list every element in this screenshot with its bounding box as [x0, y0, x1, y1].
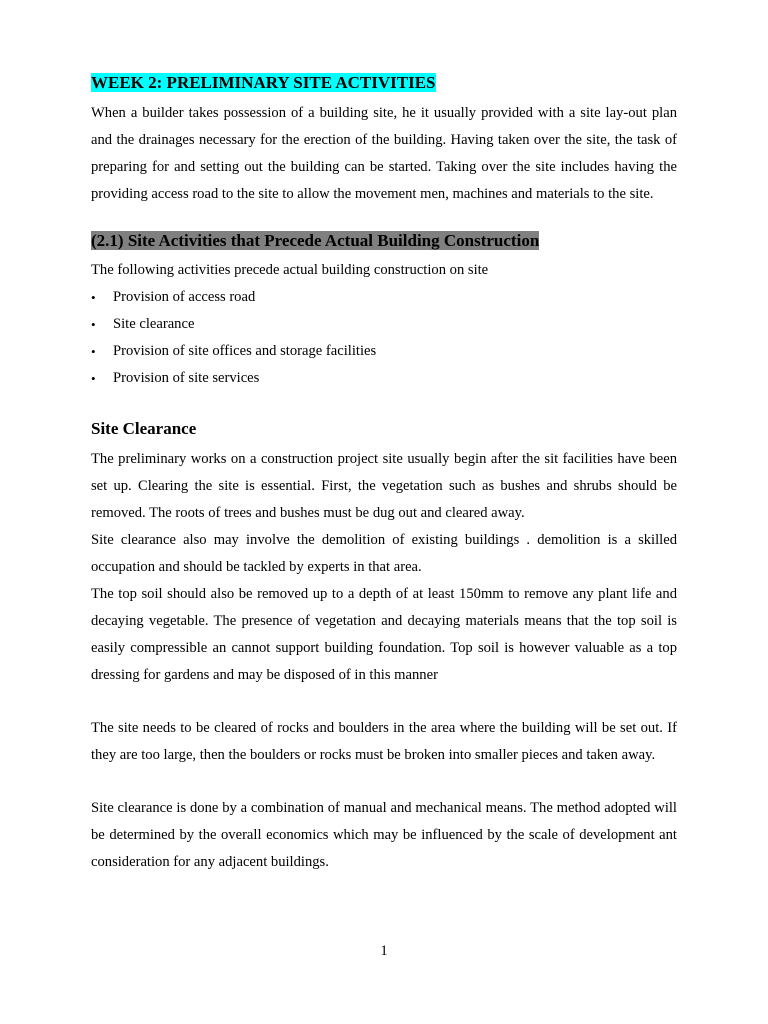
bullet-icon: •: [91, 371, 96, 386]
section-heading: [91, 230, 677, 252]
clearance-paragraph: Site clearance is done by a combination of manual and mechanical means. The method adopted will be determined by the overall economics which may be influenced by the scale of development ant consideration for any adjacent buildings.: [91, 800, 677, 870]
page-content: [91, 72, 677, 876]
clearance-paragraph: The top soil should also be removed up to a depth of at least 150mm to remove any plant life and decaying vegetable. The presence of vegetation and decaying materials means that the top soil is easily compressible an cannot support building foundation. Top soil is however valuable as a top dressing for gardens and may be disposed of in this manner: [91, 586, 677, 683]
week-heading: [91, 72, 677, 94]
intro-paragraph: When a builder takes possession of a building site, he it usually provided with a site lay-out plan and the drainages necessary for the erection of the building. Having taken over the site, the task of preparing for and setting out the building can be started. Taking over the site includes having the providing access road to the site to allow the movement men, machines and materials to the site.: [91, 105, 677, 202]
page-number: 1: [380, 943, 388, 959]
bullet-icon: •: [91, 290, 96, 305]
paragraph-gap: [91, 689, 677, 715]
list-item-text: Site clearance: [113, 316, 195, 332]
bullet-icon: •: [91, 344, 96, 359]
list-item-text: Provision of site offices and storage facilities: [113, 343, 377, 359]
clearance-paragraph: Site clearance also may involve the demolition of existing buildings . demolition is a skilled occupation and should be tackled by experts in that area.: [91, 532, 677, 575]
list-item: [91, 365, 677, 392]
section-heading-text: (2.1) Site Activities that Precede Actual Building Construction: [91, 231, 540, 250]
clearance-paragraph: The site needs to be cleared of rocks and boulders in the area where the building will be set out. If they are too large, then the boulders or rocks must be broken into smaller pieces and taken away.: [91, 720, 677, 763]
list-item-text: Provision of site services: [113, 370, 260, 386]
site-clearance-heading: Site Clearance: [91, 419, 197, 438]
list-item: [91, 284, 677, 311]
paragraph-gap: [91, 769, 677, 795]
bullet-icon: •: [91, 317, 96, 332]
list-item: [91, 338, 677, 365]
section-lead: The following activities precede actual building construction on site: [91, 262, 489, 278]
week-heading-text: WEEK 2: PRELIMINARY SITE ACTIVITIES: [91, 73, 436, 92]
clearance-paragraph: The preliminary works on a construction project site usually begin after the sit facilities have been set up. Clearing the site is essential. First, the vegetation such as bushes and shrubs should be removed. The roots of trees and bushes must be dug out and cleared away.: [91, 451, 677, 521]
activity-list: [91, 284, 677, 392]
list-item-text: Provision of access road: [113, 289, 256, 305]
list-item: [91, 311, 677, 338]
